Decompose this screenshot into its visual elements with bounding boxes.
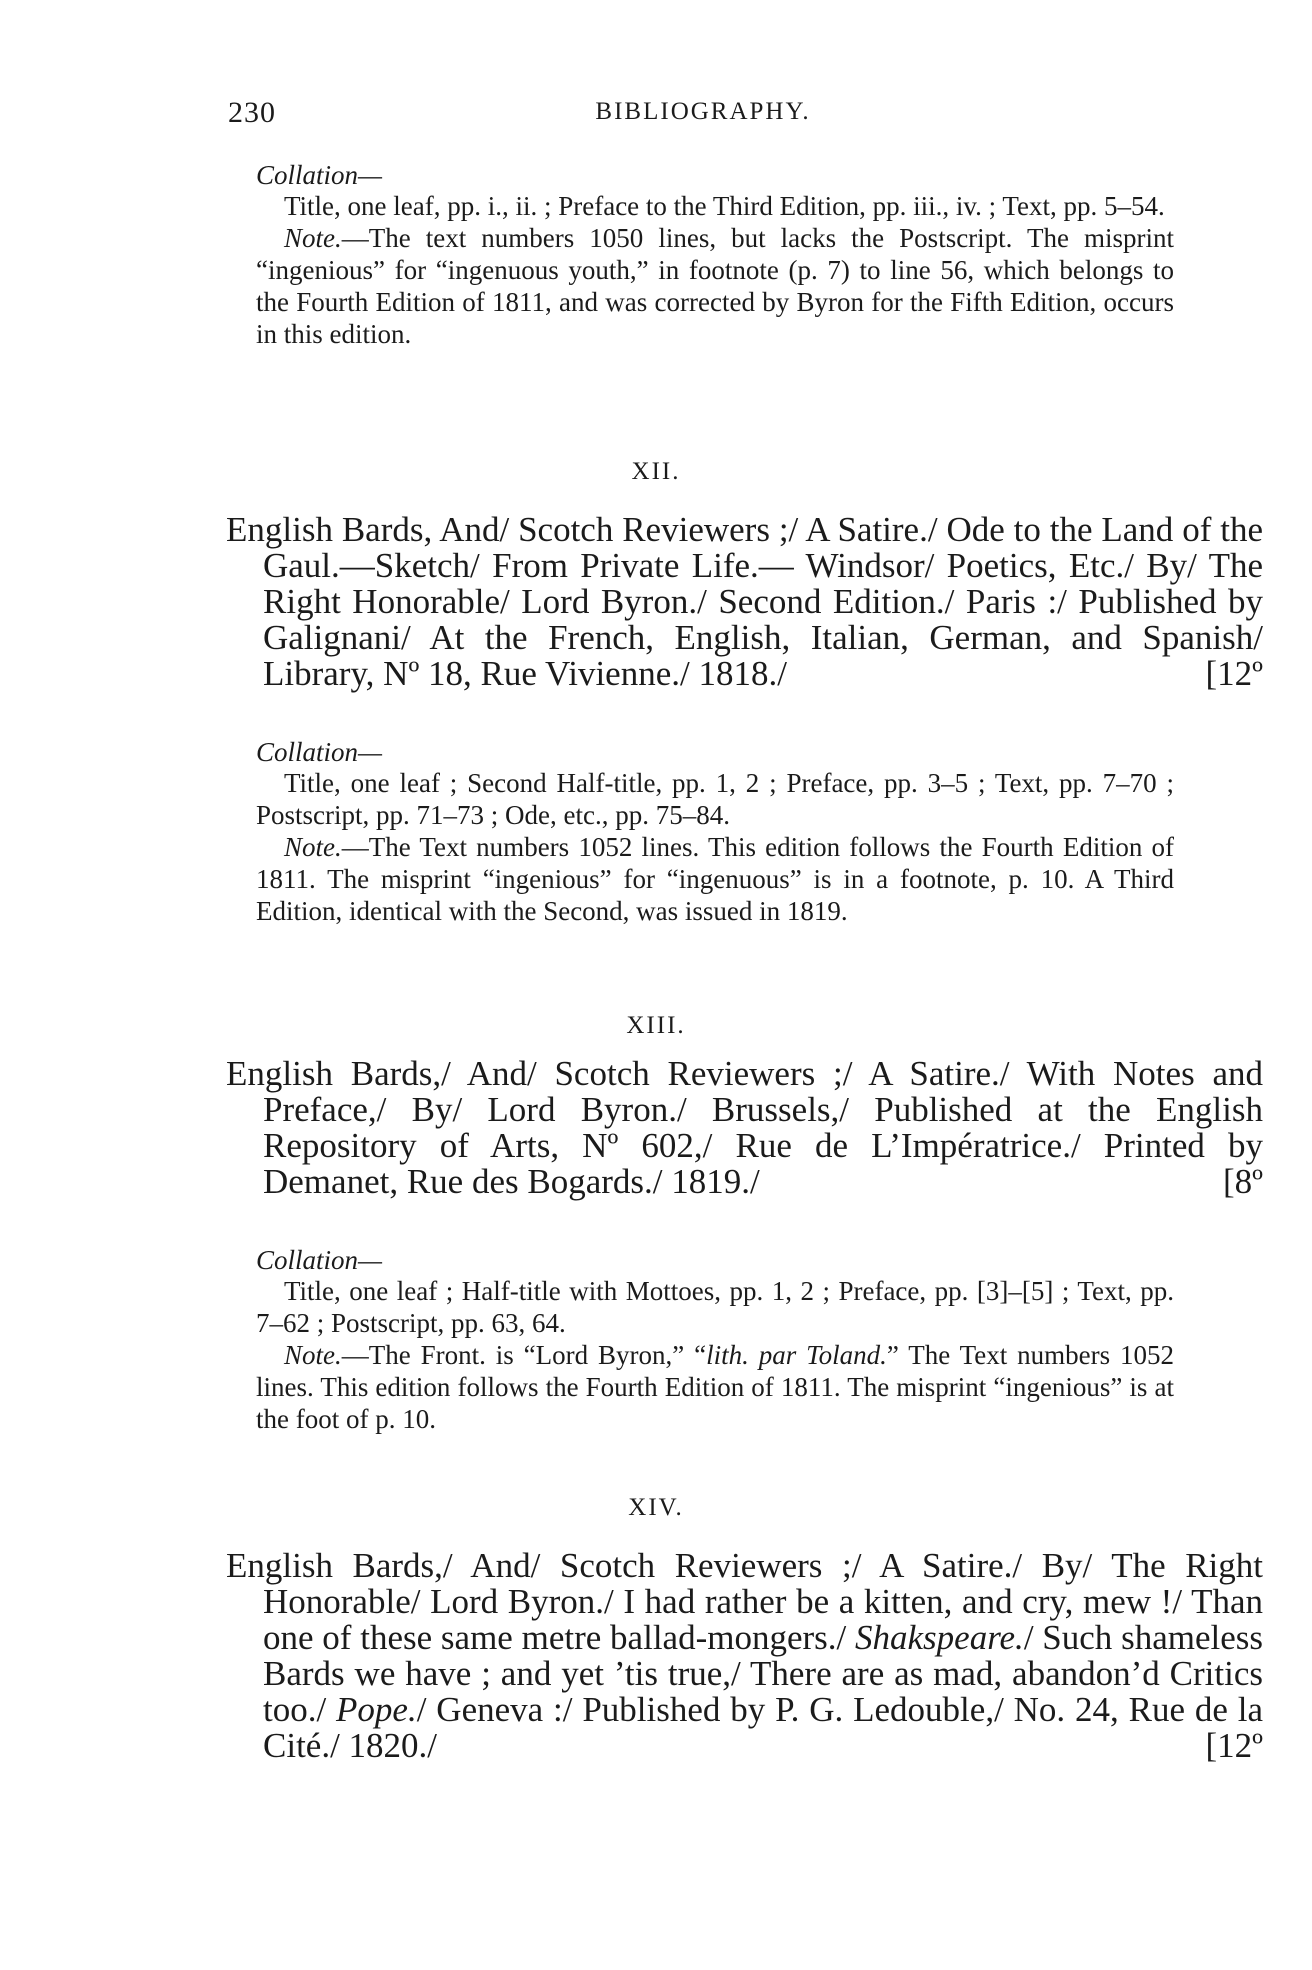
collation-label: Collation— xyxy=(256,737,383,767)
collation-text: Title, one leaf ; Second Half-title, pp. 1, 2 ; Preface, pp. 3–5 ; Text, pp. 7–70 ; Postscript, pp. 71–73 ; Ode, etc., pp. 75–84. xyxy=(256,768,1174,830)
note-text: —The Text numbers 1052 lines. This edition follows the Fourth Edition of 1811. The misprint “ingenious” for “ingenuous” is in a footnote, p. 10. A Third Edition, identical with the Second, was issued in 1819. xyxy=(256,832,1174,926)
collation-text: Title, one leaf, pp. i., ii. ; Preface to the Third Edition, pp. iii., iv. ; Text, pp. 5–54. xyxy=(284,191,1165,221)
title-text-b: / Such shameless Bards we have ; and yet ’tis true,/ There are as mad, abandon’d Critics too./ xyxy=(263,1618,1263,1729)
note-paragraph xyxy=(256,222,1174,350)
entry-xiii-details xyxy=(256,1245,1174,1435)
collation-text: Title, one leaf ; Half-title with Mottoes, pp. 1, 2 ; Preface, pp. [3]–[5] ; Text, pp. 7–62 ; Postscript, pp. 63, 64. xyxy=(256,1276,1174,1338)
collation-label: Collation— xyxy=(256,160,383,190)
note-paragraph xyxy=(256,1339,1174,1435)
running-title: BIBLIOGRAPHY. xyxy=(595,98,811,125)
entry-xiii xyxy=(226,1054,1263,1201)
section0 xyxy=(256,160,1174,350)
format-label: [12º xyxy=(1205,654,1263,693)
entry-numeral-xii: XII. xyxy=(631,458,681,485)
title-text-c: / Geneva :/ Published by P. G. Ledouble,/ No. 24, Rue de la Cité./ 1820./ xyxy=(263,1690,1263,1765)
note-label: Note. xyxy=(284,223,342,253)
entry-xiv xyxy=(226,1546,1263,1765)
entry-numeral-xiv: XIV. xyxy=(628,1494,684,1521)
entry-title xyxy=(226,1548,1263,1764)
title-pope: Pope. xyxy=(336,1690,417,1729)
note-italic: lith. par Toland. xyxy=(706,1340,887,1370)
format-label: [8º xyxy=(1222,1162,1263,1201)
title-text-a: English Bards,/ And/ Scotch Reviewers ;/ A Satire./ By/ The Right Honorable/ Lord Byron./ I had rather be a kitten, and cry, mew !/ Than one of these same metre ballad-mongers./ xyxy=(226,1546,1263,1657)
entry-numeral-xiii: XIII. xyxy=(626,1012,686,1039)
entry-xii xyxy=(226,510,1263,693)
page-number: 230 xyxy=(228,96,276,129)
title-text: English Bards, And/ Scotch Reviewers ;/ A Satire./ Ode to the Land of the Gaul.—Sketch/ From Private Life.— Windsor/ Poetics, Etc./ By/ The Right Honorable/ Lord Byron./ Second Edition./ Paris :/ Published by Galignani/ At the French, English, Italian, German, and Spanish/ Library, Nº 18, Rue Vivienne./ 1818./ xyxy=(226,510,1263,693)
title-text: English Bards,/ And/ Scotch Reviewers ;/ A Satire./ With Notes and Preface,/ By/ Lord Byron./ Brussels,/ Published at the English Repository of Arts, Nº 602,/ Rue de L’Impératrice./ Printed by Demanet, Rue des Bogards./ 1819./ xyxy=(226,1054,1263,1201)
note-text-a: —The Front. is “Lord Byron,” “ xyxy=(341,1340,707,1370)
title-shakspeare: Shakspeare. xyxy=(855,1618,1024,1657)
note-text-b: ” The Text numbers 1052 lines. This edition follows the Fourth Edition of 1811. The misprint “ingenious” is at the foot of p. 10. xyxy=(256,1340,1174,1434)
note-label: Note. xyxy=(284,832,342,862)
note-text: —The text numbers 1050 lines, but lacks the Postscript. The misprint “ingenious” for “ingenuous youth,” in footnote (p. 7) to line 56, which belongs to the Fourth Edition of 1811, and was corrected by Byron for the Fifth Edition, occurs in this edition. xyxy=(256,223,1174,349)
entry-xii-details xyxy=(256,737,1174,927)
collation-label: Collation— xyxy=(256,1245,383,1275)
note-paragraph xyxy=(256,831,1174,927)
format-label: [12º xyxy=(1205,1726,1263,1765)
entry-title xyxy=(226,512,1263,692)
note-label: Note. xyxy=(284,1340,342,1370)
entry-title xyxy=(226,1056,1263,1200)
page-header xyxy=(228,96,1178,136)
